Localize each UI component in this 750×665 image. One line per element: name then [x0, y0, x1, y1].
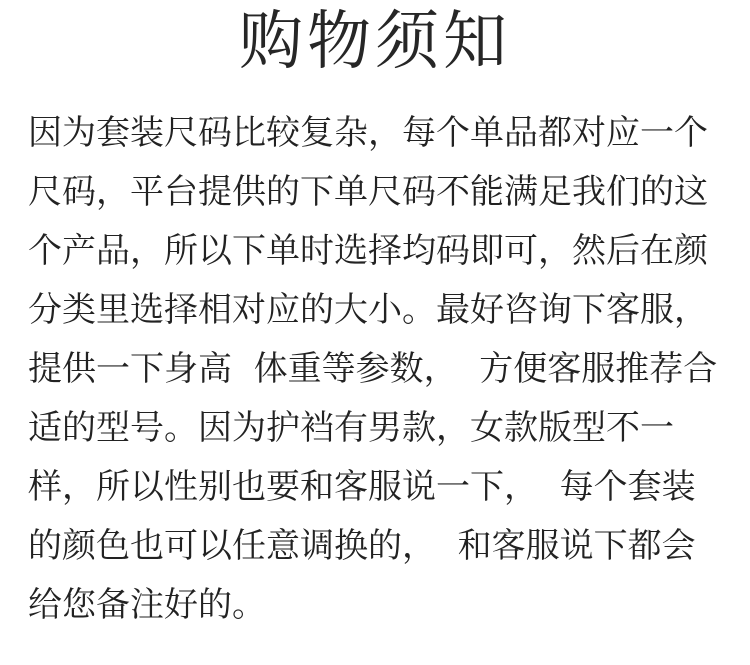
- notice-line-3: 个产品，所以下单时选择均码即可，然后在颜: [28, 231, 708, 271]
- notice-line-9: 给您备注好的。: [28, 585, 266, 625]
- notice-line-1: 因为套装尺码比较复杂，每个单品都对应一个: [28, 113, 708, 153]
- notice-line-6: 适的型号。因为护裆有男款，女款版型不一: [28, 408, 674, 448]
- notice-line-5: 提供一下身高 体重等参数， 方便客服推荐合: [28, 349, 718, 389]
- notice-line-7: 样，所以性别也要和客服说一下， 每个套装: [28, 467, 696, 507]
- notice-line-8: 的颜色也可以任意调换的， 和客服说下都会: [28, 526, 696, 566]
- notice-line-2: 尺码，平台提供的下单尺码不能满足我们的这: [28, 172, 708, 212]
- notice-line-4: 分类里选择相对应的大小。最好咨询下客服，: [28, 290, 708, 330]
- notice-body: [28, 104, 750, 635]
- page-title: 购物须知: [239, 5, 511, 79]
